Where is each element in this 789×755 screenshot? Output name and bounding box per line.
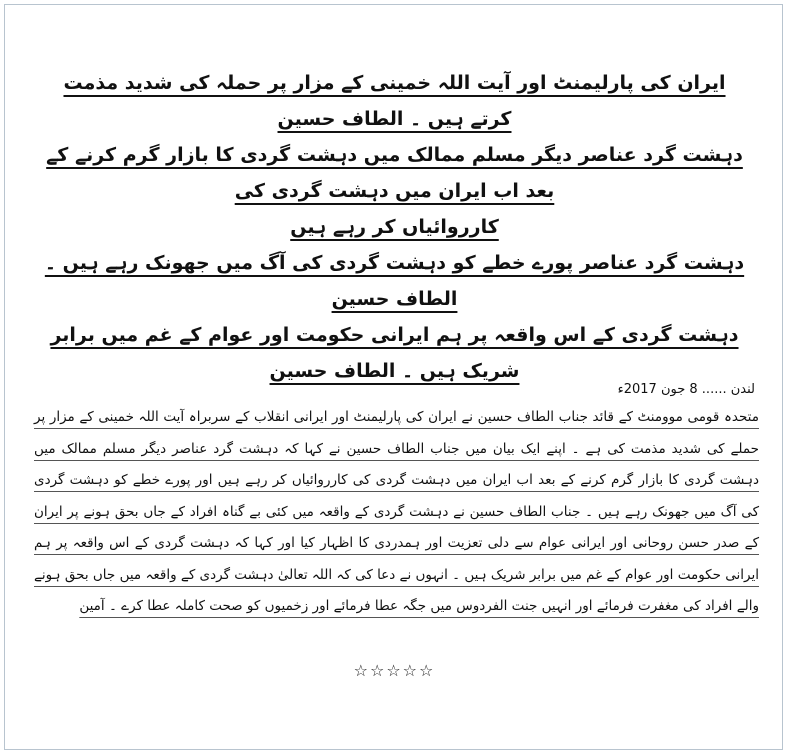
headlines-block: [40, 65, 749, 389]
headline-4-text: دہشت گرد عناصر پورے خطے کو دہشت گردی کی آگ میں جھونک رہے ہیں ۔ الطاف حسین: [44, 252, 745, 310]
headline-3: [40, 209, 749, 245]
star-ornament: ☆☆☆☆☆: [353, 661, 436, 680]
headline-1-text: ایران کی پارلیمنٹ اور آیت اللہ خمینی کے مزار پر حملہ کی شدید مذمت کرتے ہیں ۔ الطاف حسین: [63, 72, 726, 130]
headline-3-text: کارروائیاں کر رہے ہیں: [290, 216, 499, 238]
dateline: لندن ...... 8 جون 2017ء: [617, 382, 755, 397]
headline-2: [40, 137, 749, 209]
headline-5-text: دہشت گردی کے اس واقعہ پر ہم ایرانی حکومت اور عوام کے غم میں برابر شریک ہیں ۔ الطاف حسین: [50, 324, 739, 382]
headline-2-text: دہشت گرد عناصر دیگر مسلم ممالک میں دہشت گردی کا بازار گرم کرنے کے بعد اب ایران میں دہشت گردی کی: [46, 144, 743, 202]
headline-1: [40, 65, 749, 137]
article-paragraph-text: متحدہ قومی موومنٹ کے قائد جناب الطاف حسین نے ایران کی پارلیمنٹ اور ایرانی انقلاب کے سربراہ آیت اللہ خمینی کے مزار پر حملے کی شدید مذمت کی ہے ۔ اپنے ایک بیان میں جناب الطاف حسین نے کہا کہ دہشت گرد عناصر دیگر مسلم ممالک میں دہشت گردی کا بازار گرم کرنے کے بعد اب ایران میں دہشت گردی کی کارروائیاں کر رہے ہیں اور پورے خطے کو دہشت گردی کی آگ میں جھونک رہے ہیں ۔ جناب الطاف حسین نے دہشت گردی کے واقعہ میں کئی بے گناہ افراد کے جاں بحق ہونے پر ایران کے صدر حسن روحانی اور ایرانی عوام سے دلی تعزیت اور ہمدردی کا اظہار کیا اور کہا کہ دہشت گردی کے اس واقعہ پر ہم ایرانی حکومت اور عوام کے غم میں برابر شریک ہیں ۔ انہوں نے دعا کی کہ اللہ تعالیٰ دہشت گردی کے واقعہ میں جاں بحق ہونے والے افراد کی مغفرت فرمائے اور انہیں جنت الفردوس میں جگہ عطا فرمائے اور زخمیوں کو صحت کاملہ عطا کرے ۔ آمین: [34, 409, 759, 614]
article-body: [34, 378, 759, 623]
headline-4: [40, 245, 749, 317]
article-paragraph: [34, 402, 759, 623]
